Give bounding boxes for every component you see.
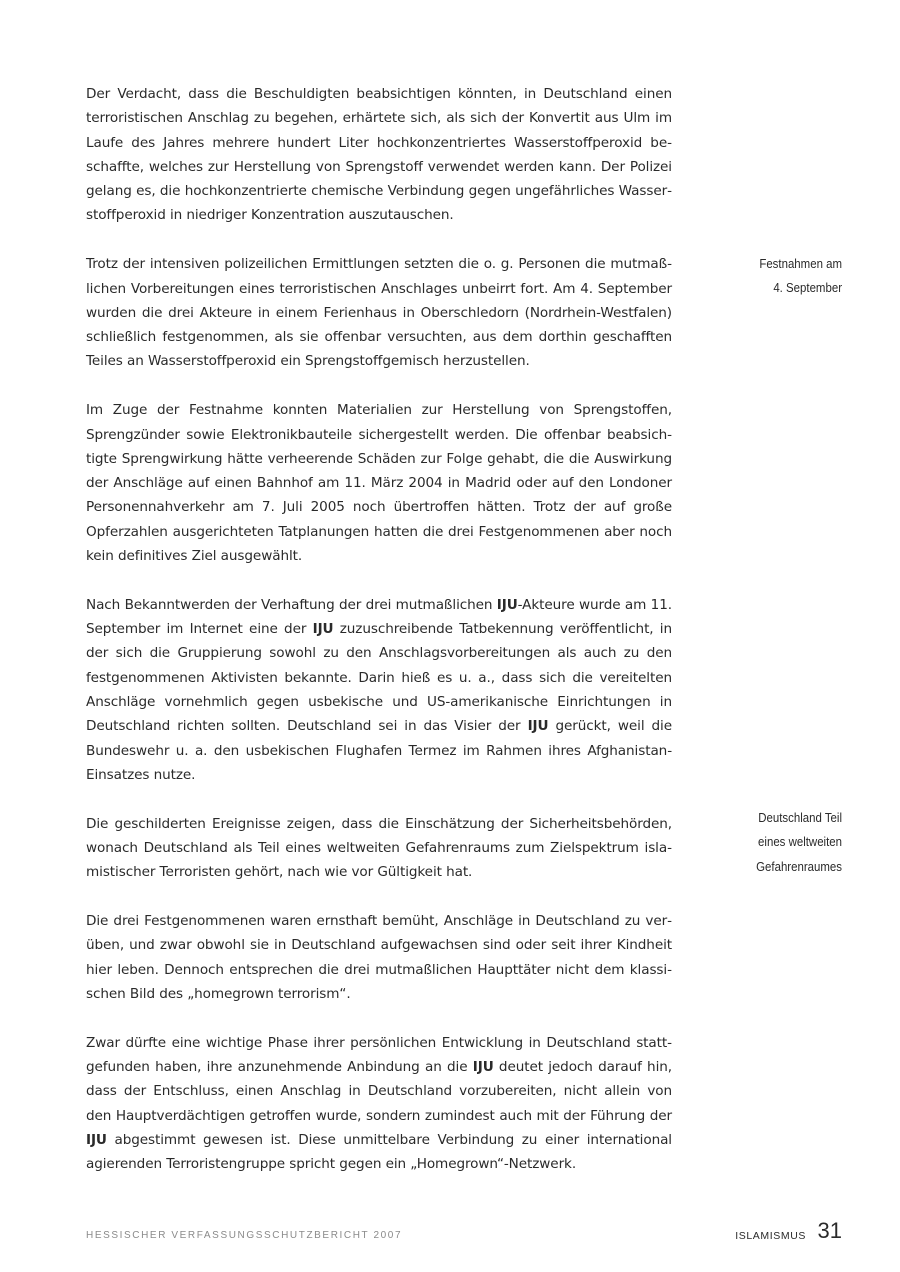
text-run: Die drei Festgenommenen waren ernsthaft bemüht, Anschläge in Deutschland zu verüben, und zwar obwohl sie in Deutschland aufgewachsen sind oder seit ihrer Kindheit hier leben. Dennoch entsprechen die drei mutmaßlichen Haupttäter nicht dem klassischen Bild des „homegrown terrorism“.: [86, 913, 672, 1002]
text-run: deutet jedoch darauf hin, dass der Entschluss, einen Anschlag in Deutschland vorzubereiten, nicht allein von den Hauptverdächtigen getroffen wurde, sondern zumindest auch mit der Führung der: [86, 1059, 672, 1124]
bold-term: IJU: [472, 1059, 494, 1076]
paragraph-6: [86, 909, 672, 1006]
text-run: Trotz der intensiven polizeilichen Ermittlungen setzten die o. g. Personen die mutmaßlichen Vorbereitungen eines terroristischen Anschlages unbeirrt fort. Am 4. September wurden die drei Akteure in einem Ferienhaus in Oberschledorn (Nordrhein-Westfalen) schließlich festgenommen, als sie offenbar versuchten, aus dem dorthin geschafften Teiles an Wasserstoffperoxid ein Sprengstoffgemisch herzustellen.: [86, 256, 672, 370]
paragraph-2: [86, 252, 672, 373]
text-run: Nach Bekanntwerden der Verhaftung der drei mutmaßlichen: [86, 596, 497, 613]
margin-note-line: eines weltweiten: [758, 834, 842, 850]
page-number: 31: [817, 1218, 842, 1243]
bold-term: IJU: [496, 596, 518, 613]
footer-section-name: ISLAMISMUS: [735, 1230, 806, 1242]
bold-term: IJU: [527, 718, 549, 735]
text-run: Die geschilderten Ereignisse zeigen, dass die Einschätzung der Sicherheitsbehörden, wonach Deutschland als Teil eines weltweiten Gefahrenraums zum Zielspektrum islamistischer Terroristen gehört, nach wie vor Gültigkeit hat.: [86, 815, 672, 881]
margin-note-line: Gefahrenraumes: [756, 858, 842, 874]
paragraph-4: [86, 593, 672, 787]
main-text-column: [86, 82, 672, 1201]
text-run: Im Zuge der Festnahme konnten Materialien zur Herstellung von Sprengstoffen, Sprengzünder sowie Elektronikbauteile sichergestellt werden. Die offenbar beabsichtigte Sprengwirkung hätte verheerende Schäden zur Folge gehabt, die die Auswirkung der Anschläge auf einen Bahnhof am 11. März 2004 in Madrid oder auf den Londoner Personennahverkehr am 7. Juli 2005 noch übertroffen hätten. Trotz der auf große Opferzahlen ausgerichteten Tatplanungen hatten die drei Festgenommenen aber noch kein definitives Ziel ausgewählt.: [86, 402, 672, 565]
margin-note-germany-danger-zone: [701, 806, 842, 879]
margin-note-line: Festnahmen am: [759, 256, 842, 271]
paragraph-1: [86, 82, 672, 228]
text-run: Der Verdacht, dass die Beschuldigten beabsichtigen könnten, in Deutschland einen terroristischen Anschlag zu begehen, erhärtete sich, als sich der Konvertit aus Ulm im Laufe des Jahres mehrere hundert Liter hochkonzentriertes Wasserstoffperoxid beschaffte, welches zur Herstellung von Sprengstoff verwendet werden kann. Der Polizei gelang es, die hochkonzentrierte chemische Verbindung gegen ungefährliches Wasserstoffperoxid in niedriger Konzentration auszutauschen.: [86, 86, 672, 224]
bold-term: IJU: [86, 1131, 107, 1148]
paragraph-3: [86, 398, 672, 568]
margin-note-line: 4. September: [773, 280, 842, 296]
footer-publication-title: HESSISCHER VERFASSUNGSSCHUTZBERICHT 2007: [86, 1230, 403, 1241]
text-run: Zwar dürfte eine wichtige Phase ihrer persönlichen Entwicklung in Deutschland stattgefunden haben, ihre anzunehmende Anbindung an die: [86, 1034, 672, 1076]
text-run: abgestimmt gewesen ist. Diese unmittelbare Verbindung zu einer international agierenden Terroristengruppe spricht gegen ein „Homegrown“-Netzwerk.: [86, 1131, 672, 1173]
paragraph-5: [86, 812, 672, 885]
paragraph-7: [86, 1031, 672, 1177]
margin-note-line: Deutschland Teil: [758, 810, 842, 825]
margin-note-arrests: [701, 252, 842, 301]
text-run: gerückt, weil die Bundeswehr u. a. den usbekischen Flughafen Termez im Rahmen ihres Afghanistan-Einsatzes nutze.: [86, 718, 672, 783]
text-run: -Akteure wurde am 11. September im Internet eine der: [86, 596, 672, 638]
bold-term: IJU: [312, 621, 334, 638]
text-run: zuzuschreibende Tatbekennung veröffentlicht, in der sich die Gruppierung sowohl zu den Anschlagsvorbereitungen als auch zu den festgenommenen Aktivisten bekannte. Darin hieß es u. a., dass sich die vereitelten Anschläge vornehmlich gegen usbekische und US-amerikanische Einrichtungen in Deutschland richten sollten. Deutschland sei in das Visier der: [86, 621, 672, 735]
